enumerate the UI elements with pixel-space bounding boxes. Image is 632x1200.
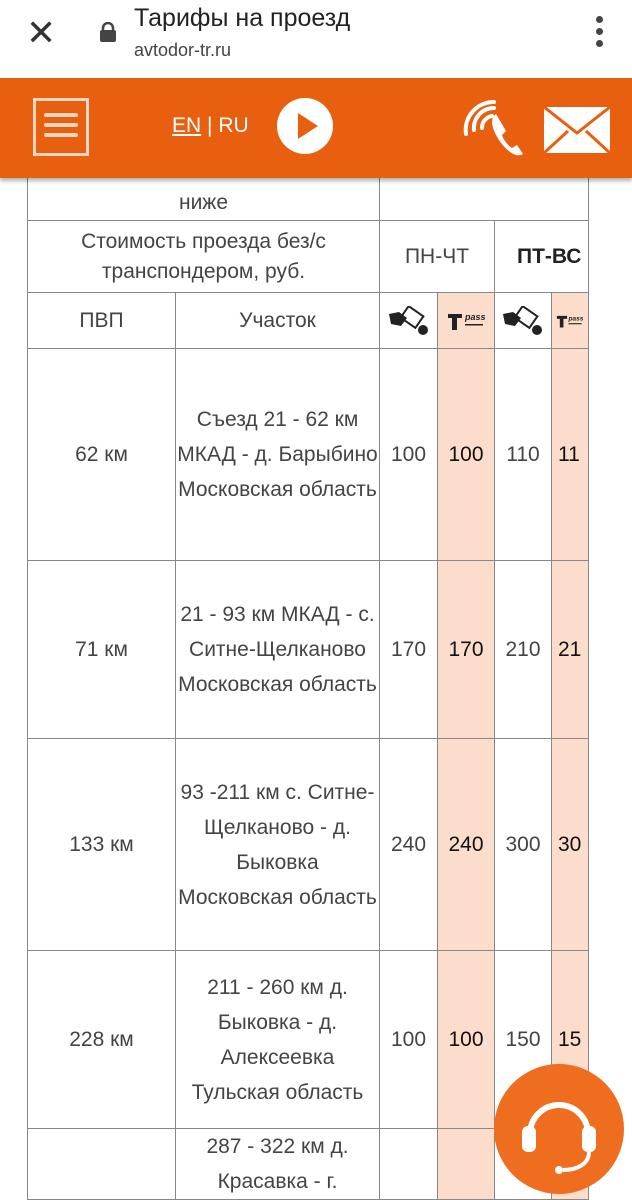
phone-icon[interactable]: [460, 100, 526, 160]
section-cell: 211 - 260 км д. Быковка - д. Алексеевка Тульская область: [176, 951, 380, 1129]
price-cell: 170: [380, 561, 438, 739]
section-cell: 93 -211 км с. Ситне-Щелканово - д. Быковка Московская область: [176, 739, 380, 951]
tpass-icon: [444, 306, 488, 336]
price-cell: 100: [380, 349, 438, 561]
pvp-cell: 228 км: [28, 951, 176, 1129]
play-icon[interactable]: [277, 98, 333, 154]
price-cell: 240: [438, 739, 495, 951]
prev-row-note: ниже: [28, 145, 380, 221]
mail-icon[interactable]: [543, 106, 611, 154]
site-header: [0, 78, 632, 178]
price-cell: 300: [495, 739, 552, 951]
close-icon[interactable]: ✕: [26, 12, 57, 53]
cash-payment-icon: [387, 306, 431, 336]
price-cell: 100: [380, 951, 438, 1129]
table-row: [28, 739, 589, 951]
price-cell: 30: [552, 739, 589, 951]
price-cell: 150: [495, 951, 552, 1129]
lang-en-link[interactable]: EN: [172, 114, 202, 137]
lang-separator: |: [207, 114, 213, 137]
period-fri-sun: ПТ-ВС: [495, 221, 589, 293]
tpass-icon: [554, 310, 586, 332]
table-row: [28, 349, 589, 561]
pvp-cell: 133 км: [28, 739, 176, 951]
headset-icon: [494, 1064, 624, 1194]
lang-ru-link[interactable]: RU: [218, 114, 249, 137]
page-title: Тарифы на проезд: [134, 4, 351, 32]
price-cell: 100: [438, 349, 495, 561]
col-header-pvp: ПВП: [28, 293, 176, 349]
price-cell: 15: [552, 951, 589, 1129]
col-header-section: Участок: [176, 293, 380, 349]
price-cell: 240: [380, 739, 438, 951]
support-chat-button[interactable]: [494, 1064, 624, 1194]
price-cell: 11: [552, 349, 589, 561]
price-cell: 100: [438, 951, 495, 1129]
price-cell: 110: [495, 349, 552, 561]
period-mon-thu: ПН-ЧТ: [380, 221, 495, 293]
pvp-cell: 62 км: [28, 349, 176, 561]
section-cell: 287 - 322 км д. Красавка - г.: [176, 1129, 380, 1200]
pvp-cell: 71 км: [28, 561, 176, 739]
browser-toolbar: [0, 0, 632, 78]
price-cell: 170: [438, 561, 495, 739]
pvp-cell: [28, 1129, 176, 1200]
language-switcher: [172, 114, 249, 138]
svg-text:pass: pass: [465, 312, 486, 323]
hamburger-menu-icon[interactable]: [33, 98, 89, 156]
cost-label: Стоимость проезда без/с транспондером, руб.: [28, 221, 380, 293]
price-cell: 210: [495, 561, 552, 739]
section-cell: 21 - 93 км МКАД - с. Ситне-Щелканово Московская область: [176, 561, 380, 739]
tariff-table: [27, 144, 589, 1200]
cash-payment-icon: [501, 306, 545, 336]
lock-icon: [99, 22, 117, 42]
table-row: [28, 561, 589, 739]
more-options-icon[interactable]: [596, 16, 604, 52]
price-cell: 21: [552, 561, 589, 739]
section-cell: Съезд 21 - 62 км МКАД - д. Барыбино Московская область: [176, 349, 380, 561]
svg-text:pass: pass: [568, 315, 584, 323]
page-url[interactable]: avtodor-tr.ru: [134, 40, 232, 60]
